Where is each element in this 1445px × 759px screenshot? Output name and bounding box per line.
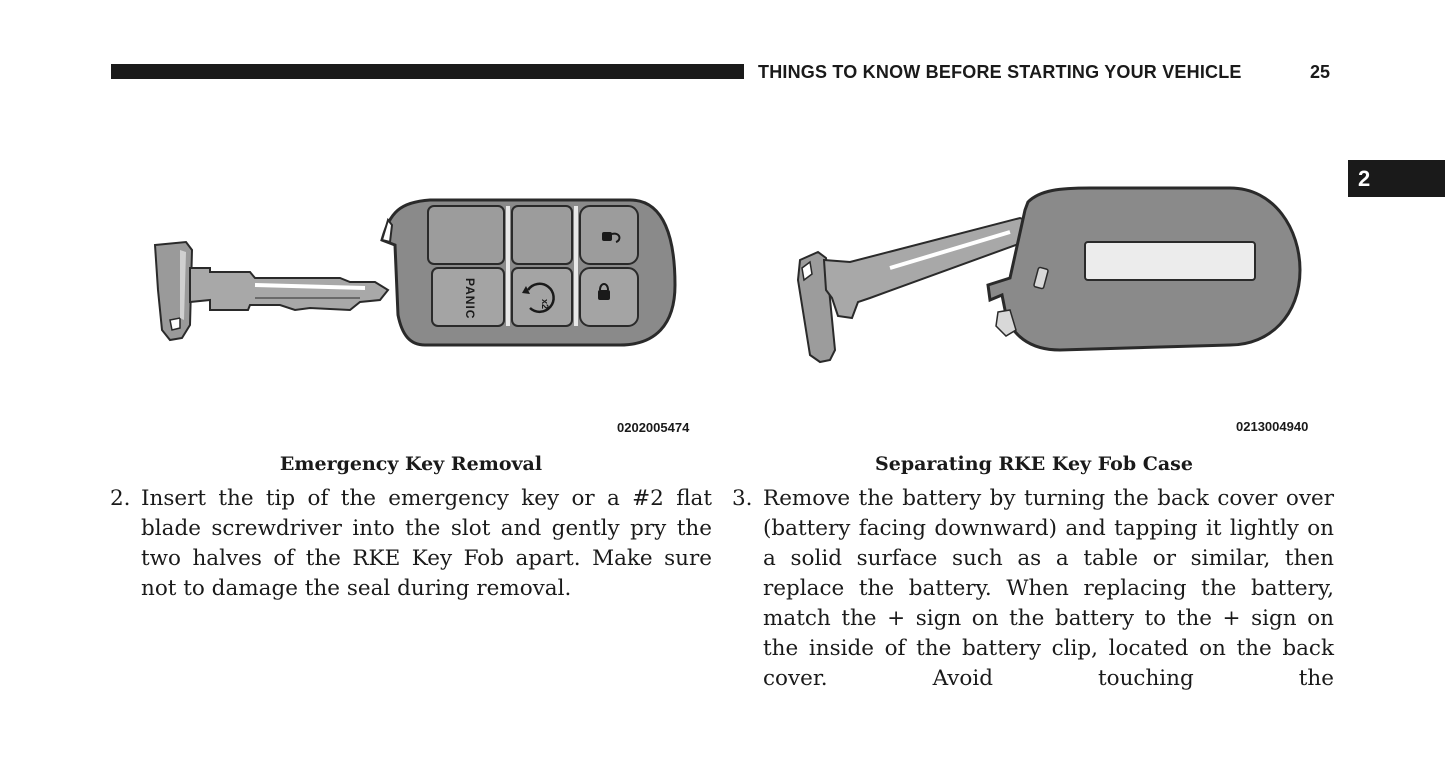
fob-button-top-left [428,206,504,264]
step-text: Remove the battery by turning the back cover over (battery facing downward) and tapping it lightly on a solid surface such as a table or similar, then replace the battery. When replacing the battery, match the + sign on the battery to the + sign on the inside of the battery clip, located on the back cover. Avoid touching the [763,486,1334,691]
step-number: 3. [732,486,753,511]
remote-start-button [512,268,572,326]
step-number: 2. [110,486,131,511]
fob-button-top-mid [512,206,572,264]
instruction-step [110,484,712,604]
figure-caption: Separating RKE Key Fob Case [875,453,1193,475]
header-rule [111,64,744,79]
figure-id: 0202005474 [617,420,690,435]
panic-label: PANIC [463,278,477,320]
figure-caption: Emergency Key Removal [279,453,543,475]
emergency-key-illustration [110,150,710,410]
section-title: THINGS TO KNOW BEFORE STARTING YOUR VEHICLE [758,62,1242,82]
step-text: Insert the tip of the emergency key or a #2 flat blade screwdriver into the slot and gently pry the two halves of the RKE Key Fob apart. Make sure not to damage the seal during removal. [141,486,712,601]
battery-window [1085,242,1255,280]
key-fob-drawing [110,150,710,410]
fob-case-drawing [740,150,1340,410]
emergency-key-blade [824,218,1030,318]
fob-case-illustration [740,150,1340,410]
instruction-step [732,484,1334,694]
remote-start-label: x2 [540,299,550,310]
figure-id: 0213004940 [1236,419,1309,434]
page-number: 25 [1310,62,1331,82]
chapter-tab: 2 [1348,160,1445,197]
